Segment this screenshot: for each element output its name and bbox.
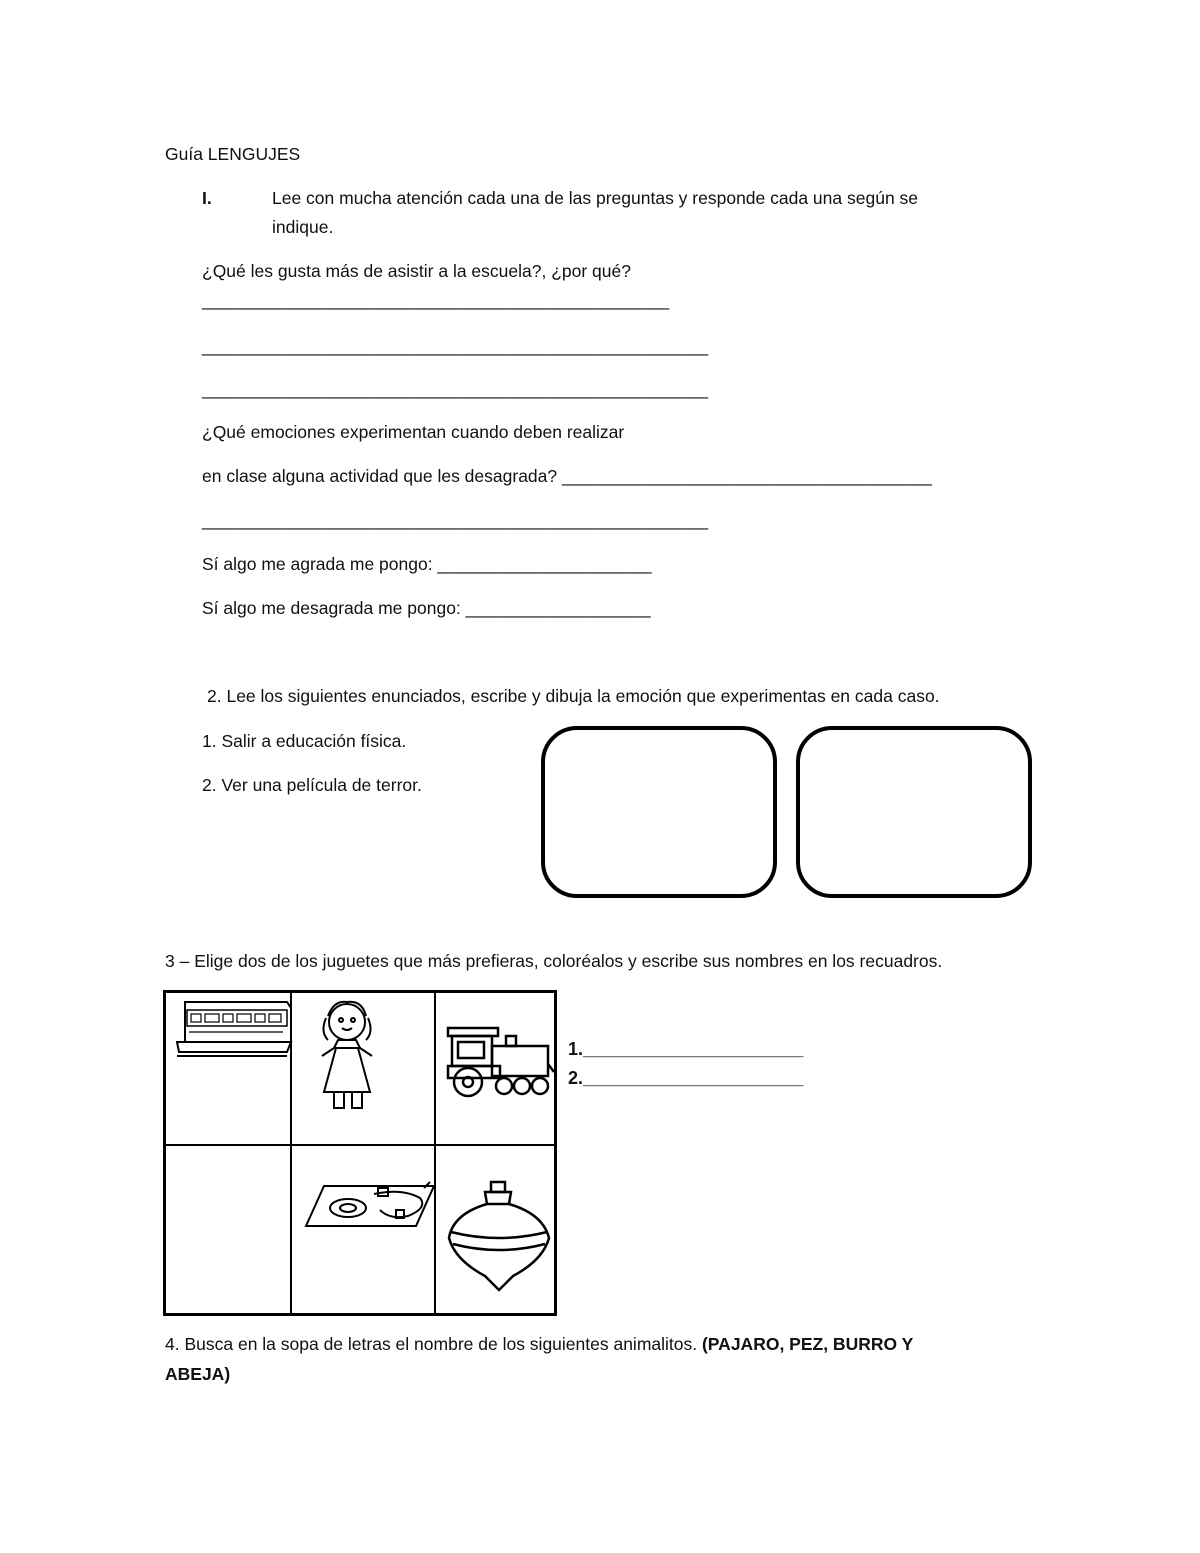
section-4-title-text: 4. Busca en la sopa de letras el nombre de los siguientes animalitos. — [165, 1334, 698, 1354]
question-3[interactable]: Sí algo me agrada me pongo: ______________________ — [202, 554, 652, 574]
drawing-box-2[interactable] — [796, 726, 1032, 898]
toy-name-field-1[interactable]: 1.______________________ — [568, 1039, 804, 1059]
answer-line[interactable]: ____________________________________________________ — [202, 336, 709, 356]
answer-line[interactable]: ____________________________________________________ — [202, 379, 709, 399]
section-4-title-animals: (PAJARO, PEZ, BURRO Y — [701, 1334, 914, 1354]
answer-line[interactable]: ____________________________________________________ — [202, 510, 709, 530]
grid-divider — [163, 1144, 557, 1146]
section-2-title: 2. Lee los siguientes enunciados, escribe y dibuja la emoción que experimentas en cada caso. — [207, 686, 940, 706]
section-1-instruction-cont: indique. — [272, 217, 334, 237]
section-1-number: I. — [202, 188, 212, 208]
section-1-instruction: Lee con mucha atención cada una de las preguntas y responde cada una según se — [272, 188, 919, 208]
section-2-item-2: 2. Ver una película de terror. — [202, 775, 422, 795]
page-title: Guía LENGUJES — [165, 144, 301, 164]
spinning-top-icon[interactable] — [445, 1180, 553, 1292]
question-2: ¿Qué emociones experimentan cuando deben realizar — [202, 422, 625, 442]
cash-register-icon[interactable] — [175, 994, 293, 1058]
race-track-icon[interactable] — [304, 1180, 436, 1230]
answer-line[interactable]: ________________________________________________ — [202, 290, 670, 310]
question-2-cont[interactable]: en clase alguna actividad que les desagrada? ______________________________________ — [202, 466, 932, 486]
question-4[interactable]: Sí algo me desagrada me pongo: ___________________ — [202, 598, 651, 618]
doll-icon[interactable] — [306, 996, 388, 1116]
toy-name-field-2[interactable]: 2.______________________ — [568, 1068, 804, 1088]
section-4-title — [165, 1334, 913, 1355]
question-1: ¿Qué les gusta más de asistir a la escuela?, ¿por qué? — [202, 261, 631, 281]
train-icon[interactable] — [444, 1024, 554, 1100]
section-4-title-cont: ABEJA) — [165, 1364, 231, 1384]
section-3-title: 3 – Elige dos de los juguetes que más prefieras, coloréalos y escribe sus nombres en los recuadros. — [165, 951, 943, 971]
grid-divider — [434, 990, 436, 1316]
drawing-box-1[interactable] — [541, 726, 777, 898]
section-2-item-1: 1. Salir a educación física. — [202, 731, 407, 751]
